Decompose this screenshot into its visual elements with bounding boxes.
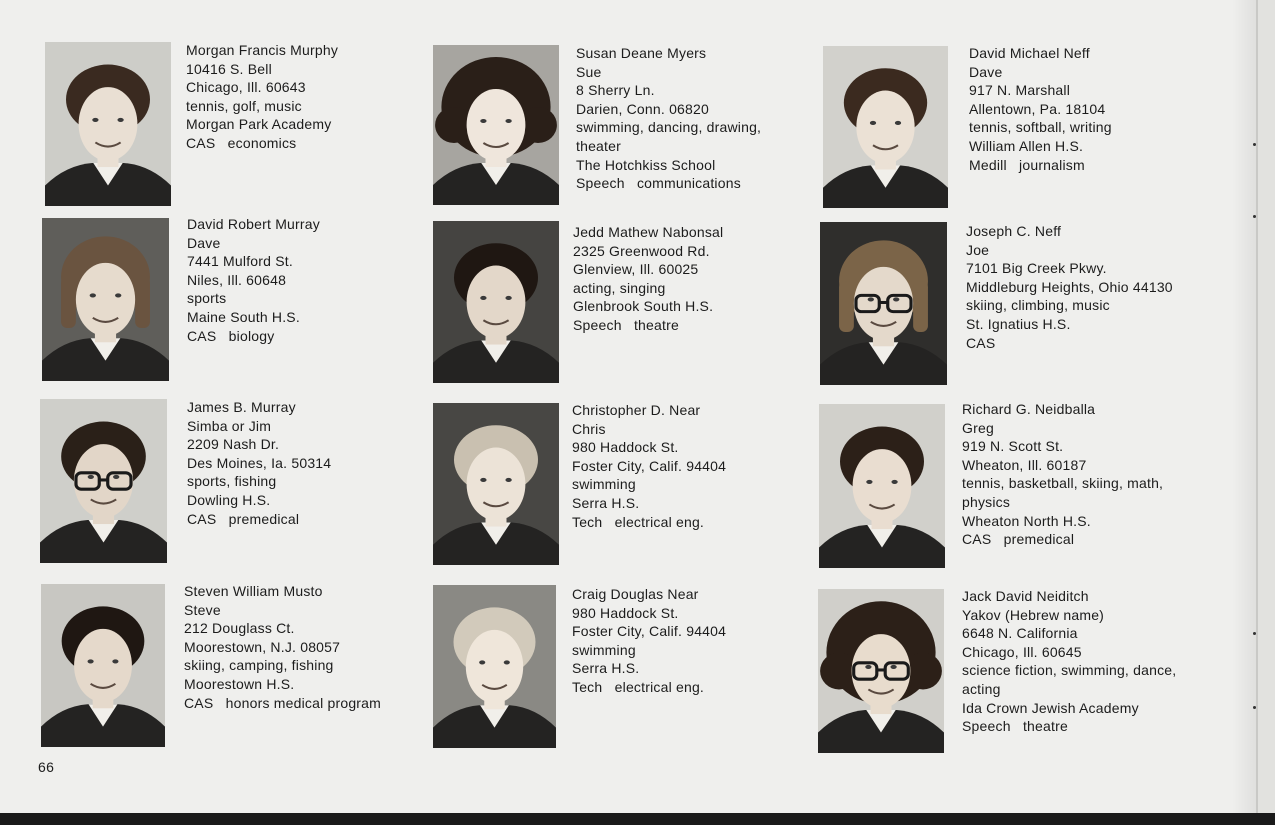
bio-line: 2325 Greenwood Rd.	[573, 242, 710, 259]
bio-line: CAS premedical	[962, 531, 1075, 548]
bio-line: 917 N. Marshall	[969, 82, 1071, 99]
student-portrait	[40, 399, 167, 563]
bio-line: tennis, basketball, skiing, math,	[962, 475, 1164, 492]
student-name: Joseph C. Neff	[966, 223, 1062, 239]
bio-line: acting, singing	[573, 279, 666, 296]
bio-line: Darien, Conn. 06820	[576, 100, 709, 117]
scan-edge	[0, 813, 1275, 825]
bio-line: Maine South H.S.	[187, 308, 300, 325]
bio-line: Wheaton North H.S.	[962, 512, 1091, 529]
student-name: Craig Douglas Near	[572, 586, 699, 602]
bio-line: Speech theatre	[573, 316, 679, 333]
student-bio	[572, 585, 726, 697]
student-portrait	[42, 218, 169, 381]
student-name: Richard G. Neidballa	[962, 401, 1096, 417]
bio-line: skiing, camping, fishing	[184, 657, 334, 674]
student-portrait	[819, 404, 945, 568]
bio-line: sports	[187, 290, 227, 307]
student-bio	[184, 582, 381, 712]
bio-line: Joe	[966, 241, 990, 258]
student-portrait	[433, 585, 556, 748]
margin-mark	[1253, 632, 1256, 635]
bio-line: Glenview, Ill. 60025	[573, 261, 699, 278]
bio-line: tennis, softball, writing	[969, 119, 1112, 136]
student-bio	[576, 44, 761, 193]
student-portrait	[433, 221, 559, 383]
margin-mark	[1253, 143, 1256, 146]
bio-line: science fiction, swimming, dance,	[962, 662, 1177, 679]
student-name: Christopher D. Near	[572, 402, 701, 418]
bio-line: Foster City, Calif. 94404	[572, 457, 727, 474]
bio-line: acting	[962, 680, 1001, 697]
bio-line: Wheaton, Ill. 60187	[962, 456, 1087, 473]
student-portrait	[820, 222, 947, 385]
bio-line: Yakov (Hebrew name)	[962, 606, 1105, 623]
bio-line: Chris	[572, 420, 606, 437]
margin-mark	[1253, 706, 1256, 709]
student-bio	[962, 587, 1176, 736]
student-bio	[962, 400, 1163, 549]
bio-line: 2209 Nash Dr.	[187, 436, 280, 453]
bio-line: Speech theatre	[962, 718, 1068, 735]
bio-line: Serra H.S.	[572, 494, 640, 511]
page-number: 66	[38, 759, 55, 775]
bio-line: Moorestown H.S.	[184, 675, 295, 692]
bio-line: Chicago, Ill. 60645	[962, 643, 1082, 660]
bio-line: Chicago, Ill. 60643	[186, 79, 306, 96]
bio-line: Tech electrical eng.	[572, 678, 705, 695]
student-bio	[187, 215, 320, 345]
bio-line: 919 N. Scott St.	[962, 438, 1064, 455]
bio-line: 212 Douglass Ct.	[184, 620, 295, 637]
student-name: Jedd Mathew Nabonsal	[573, 224, 724, 240]
bio-line: 980 Haddock St.	[572, 439, 679, 456]
student-name: James B. Murray	[187, 399, 296, 415]
bio-line: physics	[962, 493, 1011, 510]
bio-line: 10416 S. Bell	[186, 60, 272, 77]
student-bio	[186, 41, 338, 153]
adjacent-page-edge	[1258, 0, 1275, 813]
student-bio	[187, 398, 331, 528]
student-portrait	[823, 46, 948, 208]
bio-line: swimming	[572, 641, 636, 658]
student-name: David Robert Murray	[187, 216, 320, 232]
bio-line: St. Ignatius H.S.	[966, 315, 1071, 332]
bio-line: CAS biology	[187, 327, 275, 344]
page-fold-shadow	[1232, 0, 1258, 813]
bio-line: Dave	[969, 63, 1003, 80]
student-portrait	[433, 403, 559, 565]
student-name: Susan Deane Myers	[576, 45, 707, 61]
bio-line: 7101 Big Creek Pkwy.	[966, 260, 1107, 277]
student-name: Jack David Neiditch	[962, 588, 1089, 604]
bio-line: Middleburg Heights, Ohio 44130	[966, 278, 1173, 295]
bio-line: Dave	[187, 234, 221, 251]
bio-line: skiing, climbing, music	[966, 297, 1110, 314]
bio-line: Dowling H.S.	[187, 491, 271, 508]
bio-line: Tech electrical eng.	[572, 513, 705, 530]
student-bio	[966, 222, 1173, 352]
bio-line: 7441 Mulford St.	[187, 253, 293, 270]
bio-line: Serra H.S.	[572, 660, 640, 677]
bio-line: Sue	[576, 63, 602, 80]
bio-line: Morgan Park Academy	[186, 116, 332, 133]
bio-line: swimming	[572, 476, 636, 493]
margin-mark	[1253, 215, 1256, 218]
student-portrait	[41, 584, 165, 747]
bio-line: CAS honors medical program	[184, 694, 382, 711]
bio-line: swimming, dancing, drawing,	[576, 119, 762, 136]
student-bio	[572, 401, 726, 531]
student-bio	[969, 44, 1112, 174]
bio-line: Glenbrook South H.S.	[573, 298, 714, 315]
bio-line: Simba or Jim	[187, 417, 272, 434]
bio-line: theater	[576, 137, 621, 154]
student-portrait	[45, 42, 171, 206]
student-portrait	[818, 589, 944, 753]
bio-line: Niles, Ill. 60648	[187, 271, 287, 288]
bio-line: Foster City, Calif. 94404	[572, 623, 727, 640]
bio-line: Ida Crown Jewish Academy	[962, 699, 1139, 716]
bio-line: 980 Haddock St.	[572, 604, 679, 621]
bio-line: Des Moines, Ia. 50314	[187, 454, 332, 471]
student-name: Steven William Musto	[184, 583, 323, 599]
student-portrait	[433, 45, 559, 205]
bio-line: tennis, golf, music	[186, 97, 302, 114]
bio-line: Greg	[962, 419, 994, 436]
bio-line: CAS economics	[186, 134, 297, 151]
bio-line: William Allen H.S.	[969, 137, 1084, 154]
bio-line: sports, fishing	[187, 473, 277, 490]
student-bio	[573, 223, 723, 335]
bio-line: Moorestown, N.J. 08057	[184, 638, 341, 655]
bio-line: 6648 N. California	[962, 625, 1078, 642]
bio-line: Steve	[184, 601, 221, 618]
student-name: David Michael Neff	[969, 45, 1090, 61]
bio-line: CAS premedical	[187, 510, 300, 527]
bio-line: Allentown, Pa. 18104	[969, 100, 1106, 117]
student-name: Morgan Francis Murphy	[186, 42, 339, 58]
bio-line: 8 Sherry Ln.	[576, 82, 655, 99]
bio-line: Medill journalism	[969, 156, 1085, 173]
bio-line: The Hotchkiss School	[576, 156, 716, 173]
bio-line: Speech communications	[576, 175, 741, 192]
bio-line: CAS	[966, 334, 996, 351]
